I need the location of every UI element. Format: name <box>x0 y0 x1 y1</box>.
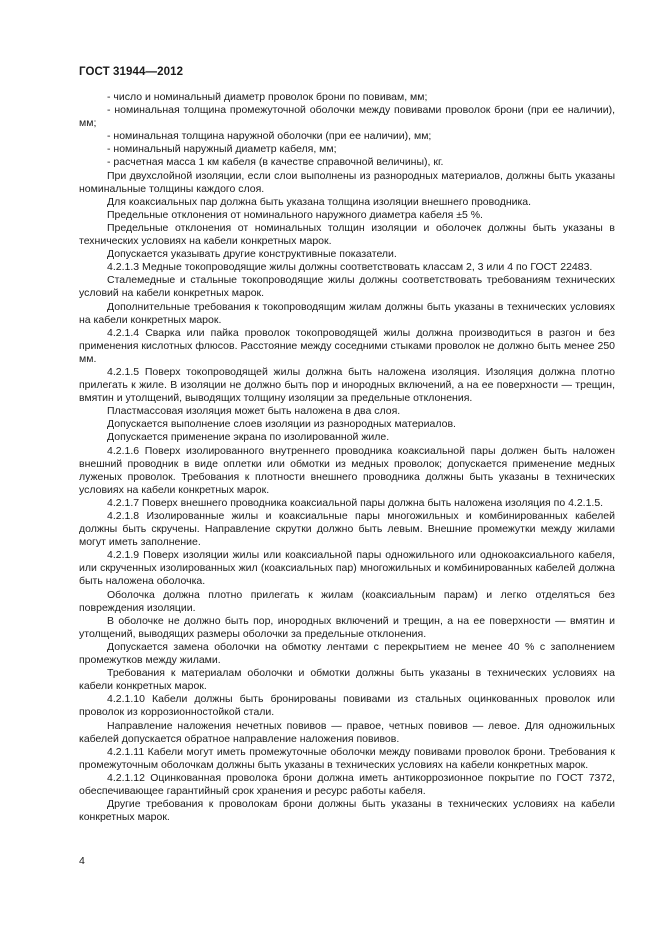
paragraph: 4.2.1.8 Изолированные жилы и коаксиальные пары многожильных и комбинированных кабелей должны быть скручены. Направление скрутки должно быть левым. Внешние промежутки между жилами могут иметь заполнение. <box>79 510 615 549</box>
paragraph: При двухслойной изоляции, если слои выполнены из разнородных материалов, должны быть указаны номинальные толщины каждого слоя. <box>79 169 615 195</box>
paragraph: - номинальная толщина промежуточной оболочки между повивами проволок брони (при ее наличии), мм; <box>79 104 615 130</box>
paragraph: Допускается выполнение слоев изоляции из разнородных материалов. <box>107 418 456 431</box>
paragraph: - номинальный наружный диаметр кабеля, мм; <box>107 143 337 156</box>
paragraph: 4.2.1.11 Кабели могут иметь промежуточные оболочки между повивами проволок брони. Требования к промежуточным оболочкам должны быть указаны в технических условиях на кабели конкретных марок. <box>79 745 615 771</box>
paragraph: - число и номинальный диаметр проволок брони по повивам, мм; <box>107 91 428 103</box>
paragraph: 4.2.1.9 Поверх изоляции жилы или коаксиальной пары одножильного или однокоаксиального кабеля, или скрученных изолированных жил (коаксиальных пар) многожильных и комбинированных кабелей должна быть наложена оболочка. <box>79 549 615 588</box>
paragraph: Направление наложения нечетных повивов — правое, четных повивов — левое. Для одножильных кабелей допускается обратное направление наложения повивов. <box>79 719 615 745</box>
paragraph: Предельные отклонения от номинальных толщин изоляции и оболочек должны быть указаны в технических условиях на кабели конкретных марок. <box>79 221 615 248</box>
page-number: 4 <box>79 855 85 867</box>
paragraph: 4.2.1.5 Поверх токопроводящей жилы должна быть наложена изоляция. Изоляция должна плотно прилегать к жиле. В изоляции не должно быть пор и инородных включений, а на ее поверхности — трещин, вмятин и утолщений, выводящих толщину изоляции за предельные отклонения. <box>79 365 615 405</box>
paragraph: В оболочке не должно быть пор, инородных включений и трещин, а на ее поверхности — вмятин и утолщений, выводящих размеры оболочки за предельные отклонения. <box>79 614 615 640</box>
paragraph: Требования к материалам оболочки и обмотки должны быть указаны в технических условиях на кабели конкретных марок. <box>79 667 615 693</box>
paragraph: - расчетная масса 1 км кабеля (в качестве справочной величины), кг. <box>107 156 444 169</box>
paragraph: Другие требования к проволокам брони должны быть указаны в технических условиях на кабели конкретных марок. <box>79 798 615 824</box>
paragraph: Допускается указывать другие конструктивные показатели. <box>107 248 397 261</box>
paragraph: Допускается применение экрана по изолированной жиле. <box>107 431 390 444</box>
paragraph: Пластмассовая изоляция может быть наложена в два слоя. <box>107 405 401 418</box>
paragraph: Предельные отклонения от номинального наружного диаметра кабеля ±5 %. <box>107 208 483 221</box>
paragraph: 4.2.1.10 Кабели должны быть бронированы повивами из стальных оцинкованных проволок или проволок из коррозионностойкой стали. <box>79 693 615 719</box>
paragraph: Допускается замена оболочки на обмотку лентами с перекрытием не менее 40 % с заполнением промежутков между жилами. <box>79 640 615 667</box>
paragraph: 4.2.1.3 Медные токопроводящие жилы должны соответствовать классам 2, 3 или 4 по ГОСТ 22483. <box>107 261 593 274</box>
paragraph: Дополнительные требования к токопроводящим жилам должны быть указаны в технических условиях на кабели конкретных марок. <box>79 300 615 326</box>
paragraph: 4.2.1.12 Оцинкованная проволока брони должна иметь антикоррозионное покрытие по ГОСТ 7372, обеспечивающее гарантийный срок хранения и ресурс работы кабеля. <box>79 771 615 797</box>
paragraph: 4.2.1.6 Поверх изолированного внутреннего проводника коаксиальной пары должен быть наложен внешний проводник в виде оплетки или обмотки из медных проволок; допускается применение медных луженых проволок. Требования к плотности внешнего проводника должны быть указаны в технических условиях на кабели конкретных марок. <box>79 444 615 496</box>
paragraph: 4.2.1.4 Сварка или пайка проволок токопроводящей жилы должна производиться в разгон и без применения кислотных флюсов. Расстояние между соседними стыками проволок не должно быть менее 250 мм. <box>79 326 615 365</box>
paragraph: 4.2.1.7 Поверх внешнего проводника коаксиальной пары должна быть наложена изоляция по 4.2.1.5. <box>107 496 604 509</box>
paragraph: - номинальная толщина наружной оболочки (при ее наличии), мм; <box>107 130 432 143</box>
paragraph: Для коаксиальных пар должна быть указана толщина изоляции внешнего проводника. <box>107 195 532 208</box>
paragraph: Оболочка должна плотно прилегать к жилам (коаксиальным парам) и легко отделяться без повреждения изоляции. <box>79 588 615 614</box>
document-body <box>79 91 615 824</box>
paragraph: Сталемедные и стальные токопроводящие жилы должны соответствовать требованиям технических условий на кабели конкретных марок. <box>79 274 615 300</box>
document-header: ГОСТ 31944—2012 <box>79 66 184 78</box>
